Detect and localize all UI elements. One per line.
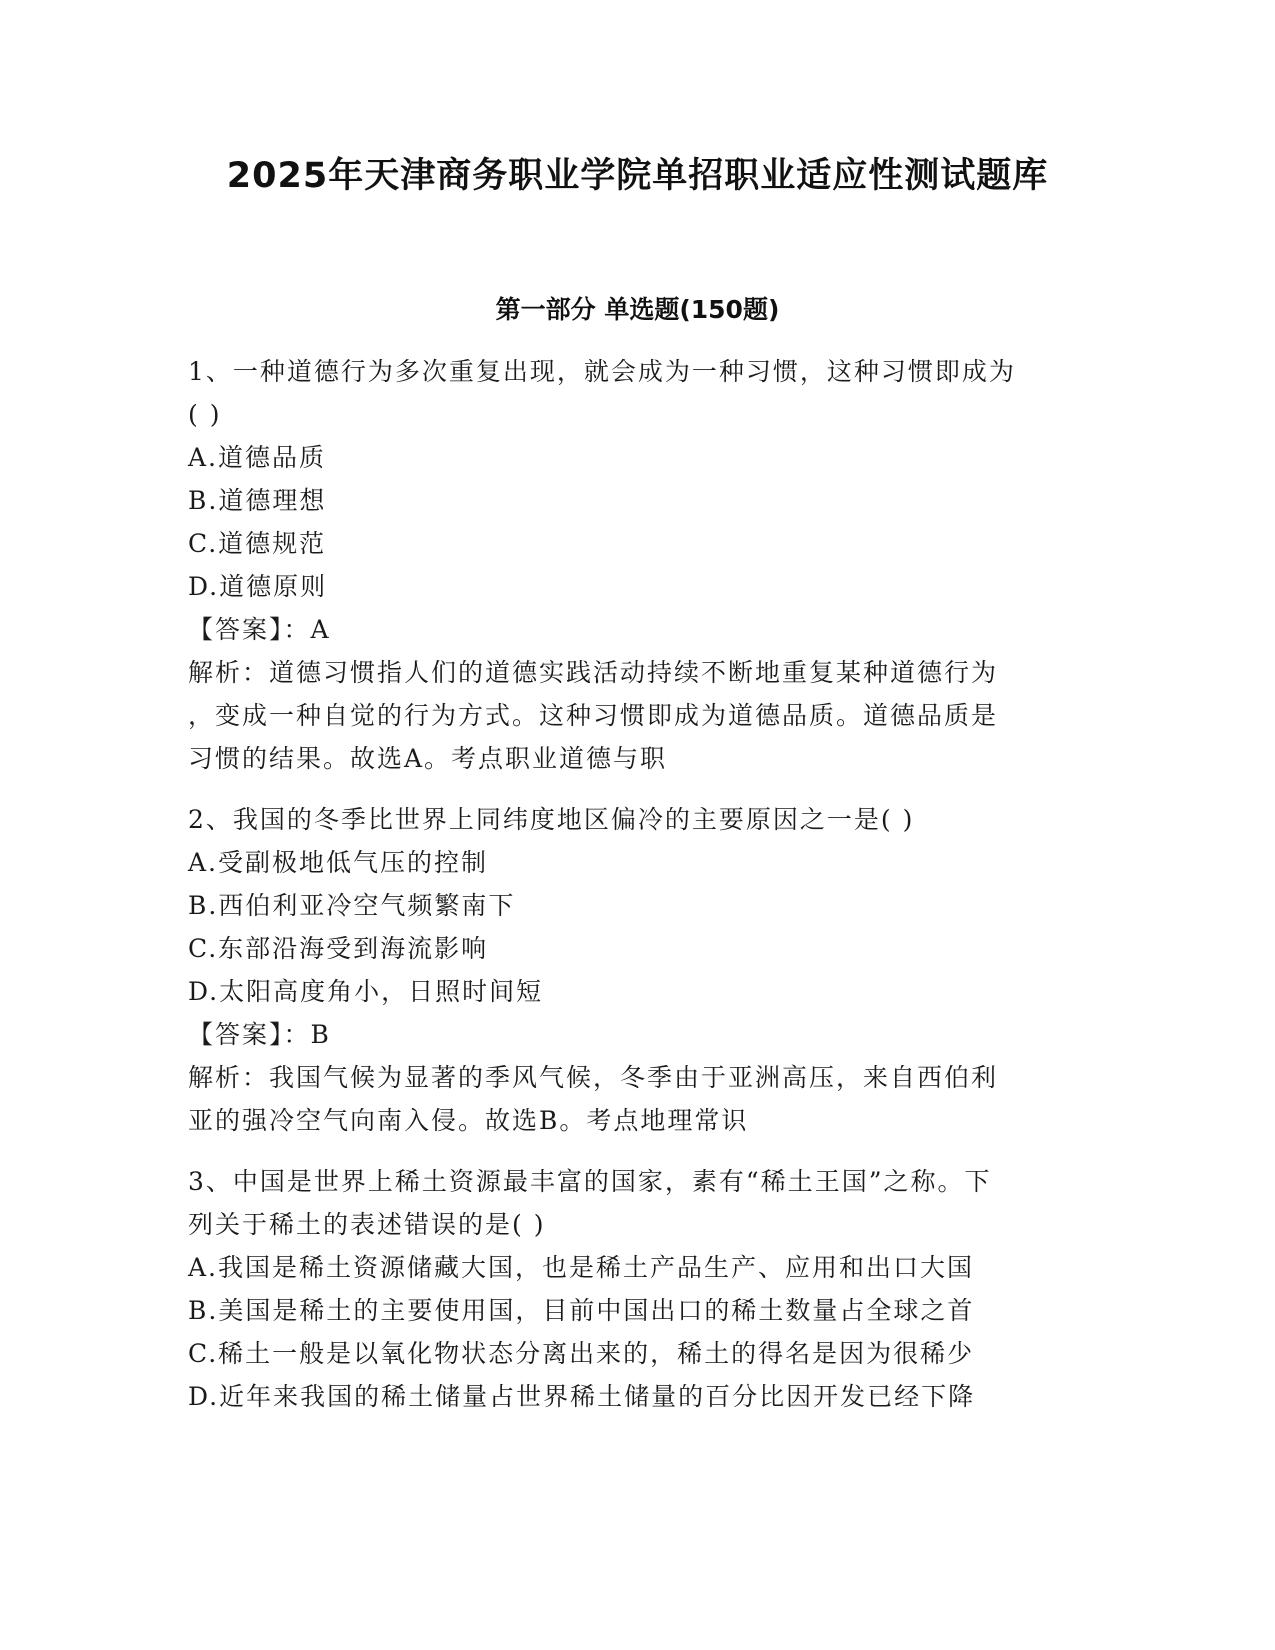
question-block	[188, 798, 1088, 1142]
question-list	[188, 350, 1088, 1418]
question-stem: ( )	[188, 400, 222, 429]
question-spacer	[188, 1142, 1088, 1160]
option-b: B.西伯利亚冷空气频繁南下	[188, 891, 516, 920]
option-b: B.道德理想	[188, 486, 327, 515]
option-a: A.我国是稀土资源储藏大国，也是稀土产品生产、应用和出口大国	[188, 1253, 975, 1282]
option-d: D.太阳高度角小，日照时间短	[188, 977, 544, 1006]
option-a: A.受副极地低气压的控制	[188, 848, 489, 877]
question-stem: 3、中国是世界上稀土资源最丰富的国家，素有“稀土王国”之称。下	[188, 1167, 992, 1196]
document-title: 2025年天津商务职业学院单招职业适应性测试题库	[226, 156, 1049, 196]
question-block	[188, 1160, 1088, 1418]
section-title: 第一部分 单选题(150题)	[495, 295, 780, 324]
question-spacer	[188, 780, 1088, 798]
option-c: C.东部沿海受到海流影响	[188, 934, 489, 963]
option-c: C.道德规范	[188, 529, 327, 558]
question-stem: 2、我国的冬季比世界上同纬度地区偏冷的主要原因之一是( )	[188, 805, 915, 834]
option-b: B.美国是稀土的主要使用国，目前中国出口的稀土数量占全球之首	[188, 1296, 975, 1325]
answer-line: 【答案】：A	[188, 615, 331, 644]
analysis-text: 解析：道德习惯指人们的道德实践活动持续不断地重复某种道德行为	[188, 658, 999, 687]
question-stem: 1、一种道德行为多次重复出现，就会成为一种习惯，这种习惯即成为	[188, 357, 1016, 386]
question-block	[188, 350, 1088, 780]
question-stem: 列关于稀土的表述错误的是( )	[188, 1210, 546, 1239]
analysis-text: 解析：我国气候为显著的季风气候，冬季由于亚洲高压，来自西伯利	[188, 1063, 999, 1092]
analysis-text: 亚的强冷空气向南入侵。故选B。考点地理常识	[188, 1106, 749, 1135]
analysis-text: 习惯的结果。故选A。考点职业道德与职	[188, 744, 668, 773]
answer-line: 【答案】：B	[188, 1020, 331, 1049]
option-d: D.道德原则	[188, 572, 328, 601]
option-d: D.近年来我国的稀土储量占世界稀土储量的百分比因开发已经下降	[188, 1382, 976, 1411]
option-a: A.道德品质	[188, 443, 327, 472]
option-c: C.稀土一般是以氧化物状态分离出来的，稀土的得名是因为很稀少	[188, 1339, 975, 1368]
analysis-text: ，变成一种自觉的行为方式。这种习惯即成为道德品质。道德品质是	[188, 701, 999, 730]
